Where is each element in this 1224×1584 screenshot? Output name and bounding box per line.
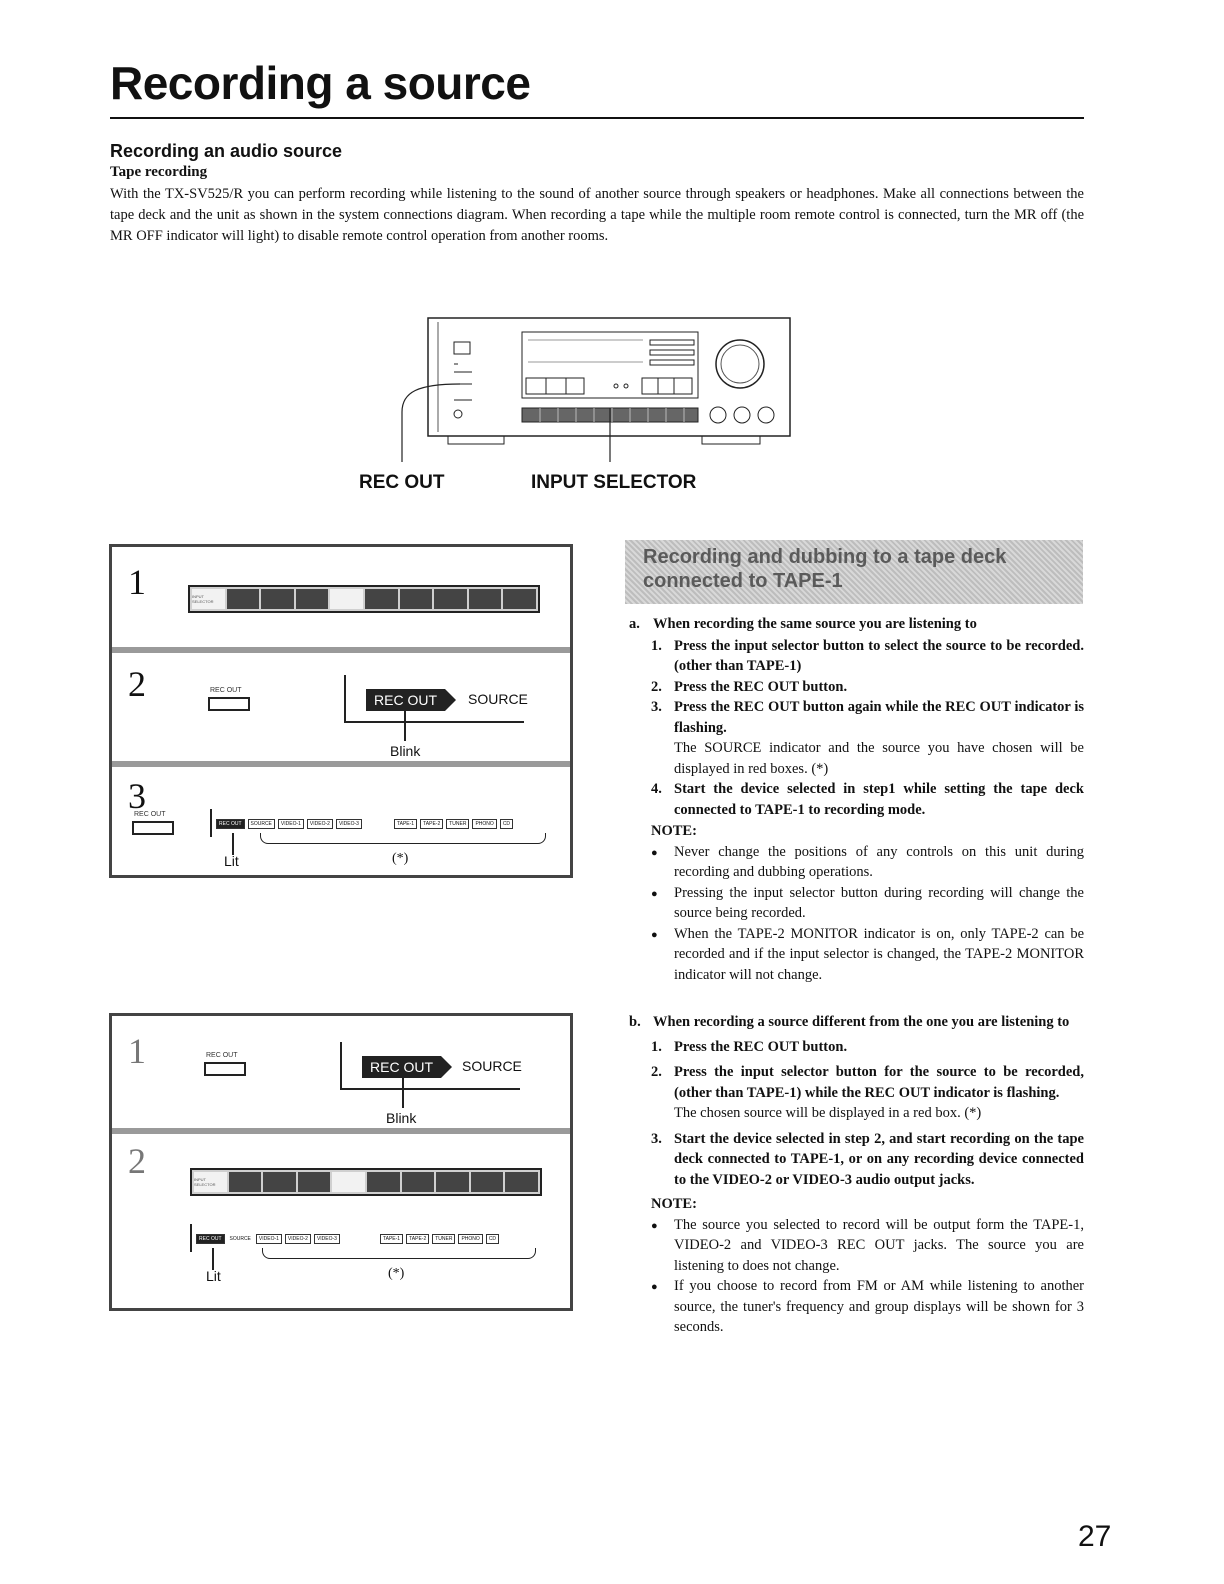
- note-label: NOTE:: [651, 1196, 697, 1212]
- note-label: NOTE:: [651, 823, 697, 839]
- subsection-heading: Tape recording: [110, 164, 208, 180]
- indicator-video-1: VIDEO-1: [256, 1234, 282, 1244]
- steps-panel-a: [109, 544, 573, 878]
- step-item: [629, 779, 1084, 820]
- note-text: The source you selected to record will be output form the TAPE-1, VIDEO-2 and VIDEO-3 REC OUT jacks. The source you are listening to does not change.: [674, 1216, 1084, 1274]
- section-heading: Recording an audio source: [110, 141, 343, 161]
- title-rule: [110, 117, 1084, 119]
- rec-out-button: [204, 1062, 246, 1076]
- indicator-tape-1: TAPE-1: [394, 819, 417, 829]
- input-selector-label: INPUT SELECTOR: [194, 1172, 227, 1192]
- input-selector-callout: INPUT SELECTOR: [531, 472, 697, 493]
- panel-a-step-2: [112, 653, 570, 767]
- input-selector-buttons: [190, 1168, 542, 1196]
- indicator-cd: CD: [486, 1234, 499, 1244]
- asterisk-label: (*): [388, 1266, 405, 1281]
- note-text: If you choose to record from FM or AM while listening to another source, the tuner's frequency and group displays will be shown for 3 seconds.: [674, 1278, 1084, 1335]
- page-title: Recording a source: [110, 57, 531, 109]
- page-number: 27: [1078, 1520, 1112, 1553]
- lit-label: Lit: [224, 853, 239, 869]
- panel-a-step-3: [112, 767, 570, 869]
- part-label: a.: [629, 616, 640, 632]
- note-text: Never change the positions of any controls on this unit during recording and dubbing operations.: [674, 843, 1084, 880]
- indicator-video-2: VIDEO-2: [285, 1234, 311, 1244]
- indicator-tape-2: TAPE-2: [420, 819, 443, 829]
- indicator-video-3: VIDEO-3: [336, 819, 362, 829]
- step-number: 1: [128, 562, 146, 602]
- note-item: [629, 1276, 1084, 1338]
- note-text: When the TAPE-2 MONITOR indicator is on, only TAPE-2 can be recorded and if the input selector is changed, the TAPE-2 MONITOR indicator will not change.: [674, 925, 1084, 983]
- step-num: 2.: [651, 1064, 662, 1080]
- rec-out-button-label: REC OUT: [210, 687, 242, 694]
- rec-out-indicator: REC OUT: [362, 1056, 441, 1078]
- blink-label: Blink: [390, 743, 421, 759]
- rec-out-callout: REC OUT: [359, 472, 445, 493]
- indicator-video-3: VIDEO-3: [314, 1234, 340, 1244]
- step-num: 1.: [651, 637, 662, 654]
- step-item: [629, 677, 1084, 698]
- indicator-rec-out: REC OUT: [196, 1234, 225, 1244]
- source-indicator: SOURCE: [462, 1058, 522, 1074]
- bullet-icon: ●: [651, 846, 658, 859]
- indicator-video-2: VIDEO-2: [307, 819, 333, 829]
- indicator-phono: PHONO: [472, 819, 496, 829]
- part-a: [629, 614, 1084, 985]
- rec-out-button-label: REC OUT: [206, 1052, 238, 1059]
- note-text: Pressing the input selector button during recording will change the source being recorded.: [674, 884, 1084, 921]
- source-indicator: SOURCE: [468, 691, 528, 707]
- indicator-row: [196, 1234, 499, 1244]
- step-item: [629, 636, 1084, 677]
- indicator-row: [216, 819, 513, 829]
- step-note: The SOURCE indicator and the source you have chosen will be displayed in red boxes. (*): [674, 740, 1084, 777]
- step-text: Press the REC OUT button.: [674, 1038, 848, 1055]
- panel-a-step-1: [112, 547, 570, 653]
- intro-paragraph: With the TX-SV525/R you can perform recording while listening to the sound of another source through speakers or headphones. Make all connections between the tape deck and the unit as shown in the system connections diagram. When recording a tape while the multiple room remote control is connected, turn the MR off (the MR OFF indicator will light) to disable remote control operation from another rooms.: [110, 186, 1084, 244]
- indicator-tape-1: TAPE-1: [380, 1234, 403, 1244]
- rec-out-button-label: REC OUT: [134, 811, 166, 818]
- step-text: Press the input selector button to select the source to be recorded. (other than TAPE-1): [674, 637, 1084, 674]
- step-item: [629, 1062, 1084, 1124]
- blink-label: Blink: [386, 1110, 417, 1126]
- part-heading: When recording a source different from the one you are listening to: [653, 1014, 1070, 1030]
- bullet-icon: ●: [651, 928, 658, 941]
- rec-out-button: [208, 697, 250, 711]
- banner-title: Recording and dubbing to a tape deck connected to TAPE-1: [643, 546, 1007, 592]
- step-text: Press the REC OUT button again while the REC OUT indicator is flashing.: [674, 699, 1084, 736]
- receiver-front-panel-illustration: [398, 312, 798, 462]
- indicator-cd: CD: [500, 819, 513, 829]
- part-b: [629, 1012, 1084, 1338]
- step-item: [629, 697, 1084, 779]
- input-selector-label: INPUT SELECTOR: [192, 589, 225, 609]
- step-number: 2: [128, 664, 146, 704]
- part-heading: When recording the same source you are listening to: [653, 616, 977, 632]
- indicator-tuner: TUNER: [446, 819, 469, 829]
- bullet-icon: ●: [651, 887, 658, 900]
- note-item: [629, 883, 1084, 924]
- step-number: 3: [128, 776, 146, 816]
- rec-out-button: [132, 821, 174, 835]
- steps-panel-b: [109, 1013, 573, 1311]
- indicator-phono: PHONO: [458, 1234, 482, 1244]
- panel-b-step-1: [112, 1016, 570, 1134]
- lit-label: Lit: [206, 1268, 221, 1284]
- step-number: 2: [128, 1141, 146, 1181]
- rec-out-indicator: REC OUT: [366, 689, 445, 711]
- step-item: [629, 1129, 1084, 1191]
- step-num: 3.: [651, 1130, 662, 1147]
- step-number: 1: [128, 1031, 146, 1071]
- indicator-rec-out: REC OUT: [216, 819, 245, 829]
- part-label: b.: [629, 1014, 641, 1030]
- step-item: [629, 1037, 1084, 1058]
- step-text: Start the device selected in step1 while setting the tape deck connected to TAPE-1 to recording mode.: [674, 781, 1084, 818]
- bullet-icon: ●: [651, 1219, 658, 1232]
- indicator-tape-2: TAPE-2: [406, 1234, 429, 1244]
- step-text: Press the input selector button for the source to be recorded, (other than TAPE-1) while the REC OUT indicator is flashing.: [674, 1064, 1084, 1101]
- step-num: 2.: [651, 678, 662, 695]
- asterisk-label: (*): [392, 851, 409, 866]
- step-note: The chosen source will be displayed in a red box. (*): [674, 1105, 982, 1121]
- indicator-source: SOURCE: [229, 1236, 251, 1242]
- bullet-icon: ●: [651, 1281, 658, 1293]
- indicator-source: SOURCE: [248, 819, 275, 829]
- note-item: [629, 1215, 1084, 1277]
- indicator-tuner: TUNER: [432, 1234, 455, 1244]
- step-text: Press the REC OUT button.: [674, 678, 848, 695]
- note-item: [629, 842, 1084, 883]
- input-selector-buttons: [188, 585, 540, 613]
- step-num: 1.: [651, 1038, 662, 1055]
- step-num: 3.: [651, 699, 662, 715]
- indicator-video-1: VIDEO-1: [278, 819, 304, 829]
- step-num: 4.: [651, 781, 662, 797]
- step-text: Start the device selected in step 2, and start recording on the tape deck connected to TAPE-1, or on any recording device connected to the VIDEO-2 or VIDEO-3 audio output jacks.: [674, 1130, 1084, 1188]
- panel-b-step-2: [112, 1134, 570, 1302]
- note-item: [629, 924, 1084, 986]
